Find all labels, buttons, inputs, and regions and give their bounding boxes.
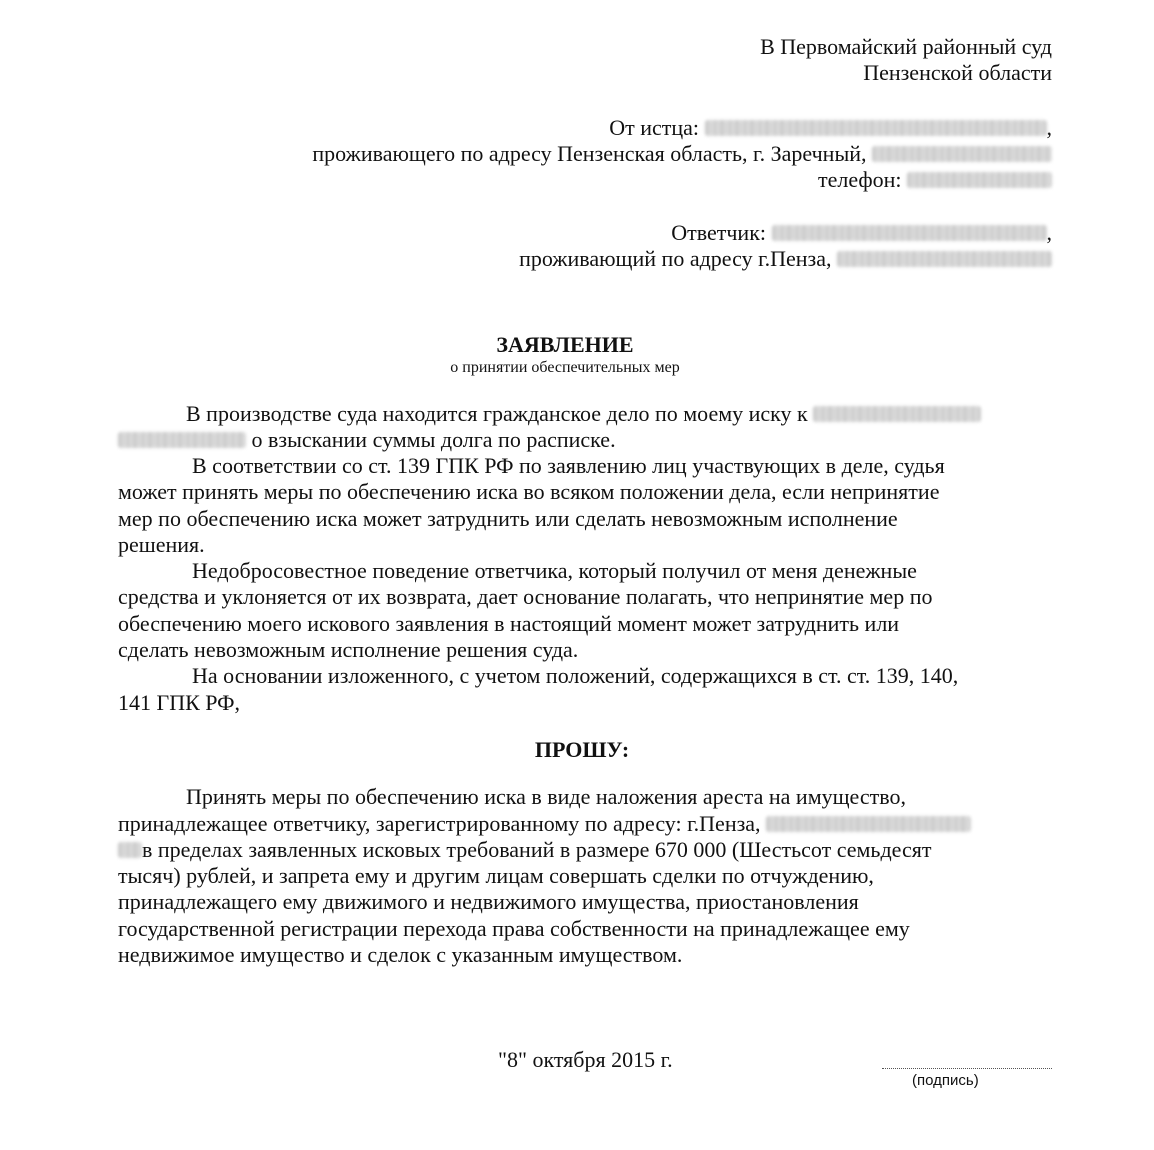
request-line7: недвижимое имущество и сделок с указанным имуществом.	[118, 942, 683, 967]
document-date: "8" октября 2015 г.	[498, 1047, 673, 1072]
defendant-address: проживающий по адресу г.Пенза,	[519, 246, 832, 271]
signature-label: (подпись)	[912, 1072, 979, 1089]
body-p1-line2: о взыскании суммы долга по расписке.	[118, 427, 616, 453]
body-p3-line2: средства и уклоняется от их возврата, дает основание полагать, что непринятие мер по	[118, 584, 933, 609]
request-line6: государственной регистрации перехода права собственности на принадлежащее ему	[118, 916, 910, 941]
body-p3-line4: сделать невозможным исполнение решения суда.	[118, 637, 579, 662]
defendant-address-line	[519, 246, 1052, 272]
request-line3: в пределах заявленных исковых требований в размере 670 000 (Шестьсот семьдесят	[118, 837, 931, 863]
redacted-defendant-name	[772, 225, 1047, 241]
redacted-plaintiff-phone	[907, 172, 1052, 188]
document-title: ЗАЯВЛЕНИЕ	[496, 332, 634, 357]
redacted-defendant-name-inline	[813, 406, 981, 422]
redacted-defendant-registration-address	[766, 816, 971, 832]
request-heading: ПРОШУ:	[534, 737, 630, 762]
body-p3-line1: Недобросовестное поведение ответчика, который получил от меня денежные	[192, 558, 917, 583]
plaintiff-line: От истца: ,	[609, 115, 1052, 140]
request-line4: тысяч) рублей, и запрета ему и другим лицам совершать сделки по отчуждению,	[118, 863, 874, 888]
signature-line	[882, 1068, 1052, 1069]
defendant-line: Ответчик: ,	[671, 220, 1052, 245]
redacted-plaintiff-address	[872, 146, 1052, 162]
body-p2-line4: решения.	[118, 532, 205, 557]
redacted-defendant-name-inline-2	[118, 432, 246, 448]
court-name-line1: В Первомайский районный суд	[760, 34, 1052, 59]
redacted-plaintiff-name	[705, 120, 1047, 136]
body-p2-line3: мер по обеспечению иска может затруднить или сделать невозможным исполнение	[118, 506, 898, 531]
defendant-label: Ответчик:	[671, 220, 766, 245]
redacted-defendant-address	[837, 251, 1052, 267]
request-line5: принадлежащего ему движимого и недвижимого имущества, приостановления	[118, 889, 859, 914]
court-name-line2: Пензенской области	[863, 60, 1052, 85]
request-line1: Принять меры по обеспечению иска в виде наложения ареста на имущество,	[186, 784, 906, 809]
body-p1-line1: В производстве суда находится гражданское дело по моему иску к	[186, 401, 981, 427]
redacted-address-fragment	[118, 842, 142, 858]
body-p2-line2: может принять меры по обеспечению иска во всяком положении дела, если непринятие	[118, 479, 940, 504]
plaintiff-phone-label: телефон:	[817, 167, 902, 192]
plaintiff-phone-line	[818, 167, 1052, 193]
body-p4-line2: 141 ГПК РФ,	[118, 690, 241, 715]
plaintiff-address: проживающего по адресу Пензенская область, г. Заречный,	[312, 141, 867, 166]
plaintiff-label: От истца:	[609, 115, 699, 140]
plaintiff-address-line	[312, 141, 1052, 167]
request-line2: принадлежащее ответчику, зарегистрированному по адресу: г.Пенза,	[118, 811, 971, 837]
document-subtitle: о принятии обеспечительных мер	[450, 359, 680, 376]
body-p2-line1: В соответствии со ст. 139 ГПК РФ по заявлению лиц участвующих в деле, судья	[192, 453, 945, 478]
body-p3-line3: обеспечению моего искового заявления в настоящий момент может затруднить или	[118, 611, 900, 636]
body-p4-line1: На основании изложенного, с учетом положений, содержащихся в ст. ст. 139, 140,	[192, 663, 959, 688]
